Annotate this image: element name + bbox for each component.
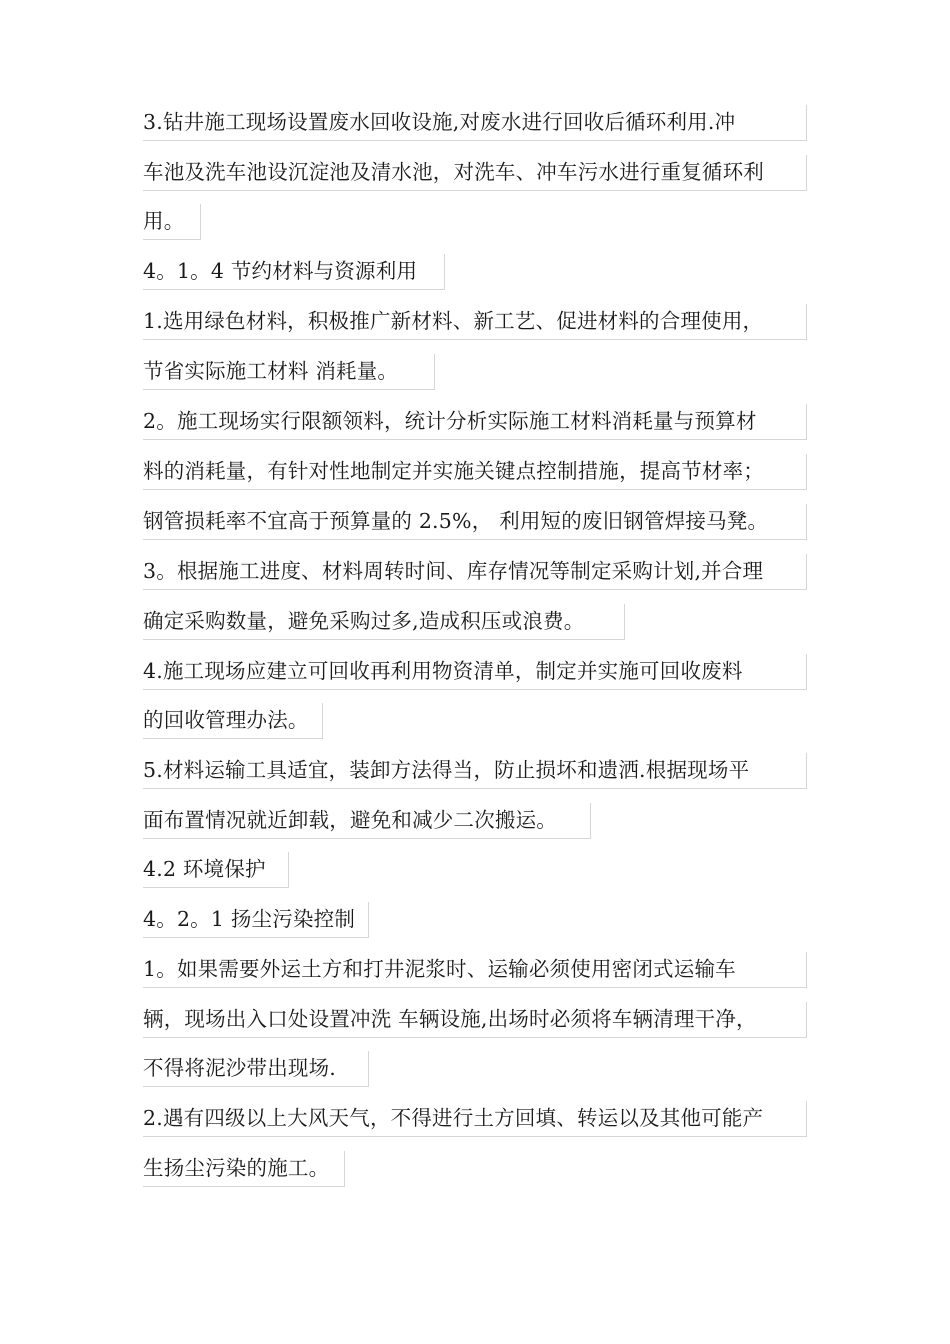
text-line: 面布置情况就近卸载，避免和减少二次搬运。 xyxy=(143,803,591,839)
text-line: 1.选用绿色材料，积极推广新材料、新工艺、促进材料的合理使用， xyxy=(143,304,807,340)
text-line: 2.遇有四级以上大风天气，不得进行土方回填、转运以及其他可能产 xyxy=(143,1101,807,1137)
section-heading: 4。1。4 节约材料与资源利用 xyxy=(143,254,445,290)
section-heading: 4.2 环境保护 xyxy=(143,852,289,888)
text-line: 料的消耗量，有针对性地制定并实施关键点控制措施，提高节材率； xyxy=(143,454,807,490)
section-heading: 4。2。1 扬尘污染控制 xyxy=(143,902,369,938)
text-line: 的回收管理办法。 xyxy=(143,703,323,739)
text-line: 4.施工现场应建立可回收再利用物资清单，制定并实施可回收废料 xyxy=(143,654,807,690)
text-line: 1。如果需要外运土方和打井泥浆时、运输必须使用密闭式运输车 xyxy=(143,952,807,988)
text-line: 3。根据施工进度、材料周转时间、库存情况等制定采购计划,并合理 xyxy=(143,554,807,590)
text-line: 钢管损耗率不宜高于预算量的 2.5%， 利用短的废旧钢管焊接马凳。 xyxy=(143,504,807,540)
text-line: 节省实际施工材料 消耗量。 xyxy=(143,354,435,390)
text-line: 辆，现场出入口处设置冲洗 车辆设施,出场时必须将车辆清理干净， xyxy=(143,1002,807,1038)
text-line: 不得将泥沙带出现场. xyxy=(143,1051,369,1087)
text-line: 车池及洗车池设沉淀池及清水池，对洗车、冲车污水进行重复循环利 xyxy=(143,155,807,191)
text-line: 2。施工现场实行限额领料，统计分析实际施工材料消耗量与预算材 xyxy=(143,404,807,440)
text-line: 3.钻井施工现场设置废水回收设施,对废水进行回收后循环利用.冲 xyxy=(143,105,807,141)
text-line: 用。 xyxy=(143,204,201,240)
text-line: 生扬尘污染的施工。 xyxy=(143,1151,345,1187)
text-line: 确定采购数量，避免采购过多,造成积压或浪费。 xyxy=(143,604,625,640)
text-line: 5.材料运输工具适宜，装卸方法得当，防止损坏和遗洒.根据现场平 xyxy=(143,753,807,789)
